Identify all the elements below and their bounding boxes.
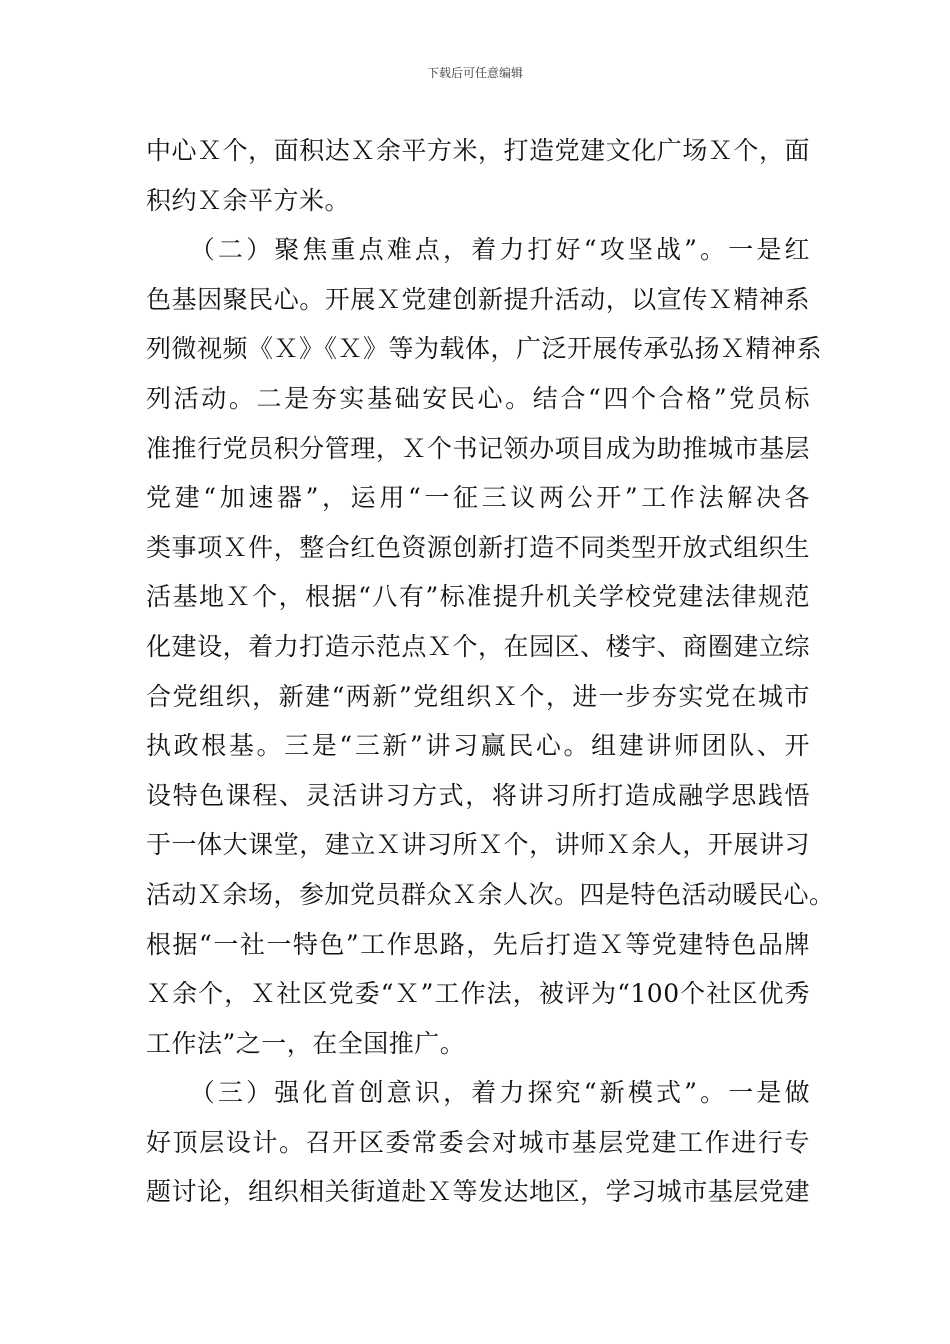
document-body bbox=[146, 126, 835, 1217]
body-text-line: 中心Ｘ个，面积达Ｘ余平方米，打造党建文化广场Ｘ个，面 bbox=[146, 136, 810, 165]
body-text-line: 化建设，着力打造示范点Ｘ个，在园区、楼宇、商圈建立综 bbox=[146, 631, 810, 661]
body-text-line: （二）聚焦重点难点，着力打好“攻坚战”。一是红 bbox=[146, 235, 810, 265]
body-text-line: 合党组织，新建“两新”党组织Ｘ个，进一步夯实党在城市 bbox=[146, 681, 810, 711]
body-text-line: 准推行党员积分管理，Ｘ个书记领办项目成为助推城市基层 bbox=[146, 433, 810, 463]
body-text-line: （三）强化首创意识，着力探究“新模式”。一是做 bbox=[146, 1078, 810, 1108]
body-text-line: 列活动。二是夯实基础安民心。结合“四个合格”党员标 bbox=[146, 383, 810, 413]
body-text-line: 列微视频《Ｘ》《Ｘ》等为载体，广泛开展传承弘扬Ｘ精神系 bbox=[146, 334, 823, 364]
body-text-line: 题讨论，组织相关街道赴Ｘ等发达地区，学习城市基层党建 bbox=[146, 1177, 810, 1207]
body-text-line: 类事项Ｘ件，整合红色资源创新打造不同类型开放式组织生 bbox=[146, 532, 810, 562]
body-text-line: 活基地Ｘ个，根据“八有”标准提升机关学校党建法律规范 bbox=[146, 582, 810, 612]
body-text-line: 于一体大课堂，建立Ｘ讲习所Ｘ个，讲师Ｘ余人，开展讲习 bbox=[146, 830, 810, 860]
body-text-line: 好顶层设计。召开区委常委会对城市基层党建工作进行专 bbox=[146, 1127, 810, 1157]
body-text-line: 根据“一社一特色”工作思路，先后打造Ｘ等党建特色品牌 bbox=[146, 929, 810, 959]
body-text-line: 执政根基。三是“三新”讲习赢民心。组建讲师团队、开 bbox=[146, 731, 810, 761]
body-text-line: 设特色课程、灵活讲习方式，将讲习所打造成融学思践悟 bbox=[146, 780, 810, 810]
body-text-line: 党建“加速器”，运用“一征三议两公开”工作法解决各 bbox=[146, 483, 810, 513]
body-text-line: Ｘ余个，Ｘ社区党委“Ｘ”工作法，被评为“100个社区优秀 bbox=[146, 979, 810, 1009]
body-text-line: 积约Ｘ余平方米。 bbox=[146, 185, 351, 215]
body-text-line: 工作法”之一，在全国推广。 bbox=[146, 1028, 466, 1058]
page-header: 下载后可任意编辑 bbox=[426, 66, 523, 80]
body-text-line: 活动Ｘ余场，参加党员群众Ｘ余人次。四是特色活动暖民心。 bbox=[146, 879, 835, 909]
body-text-line: 色基因聚民心。开展Ｘ党建创新提升活动，以宣传Ｘ精神系 bbox=[146, 284, 810, 314]
